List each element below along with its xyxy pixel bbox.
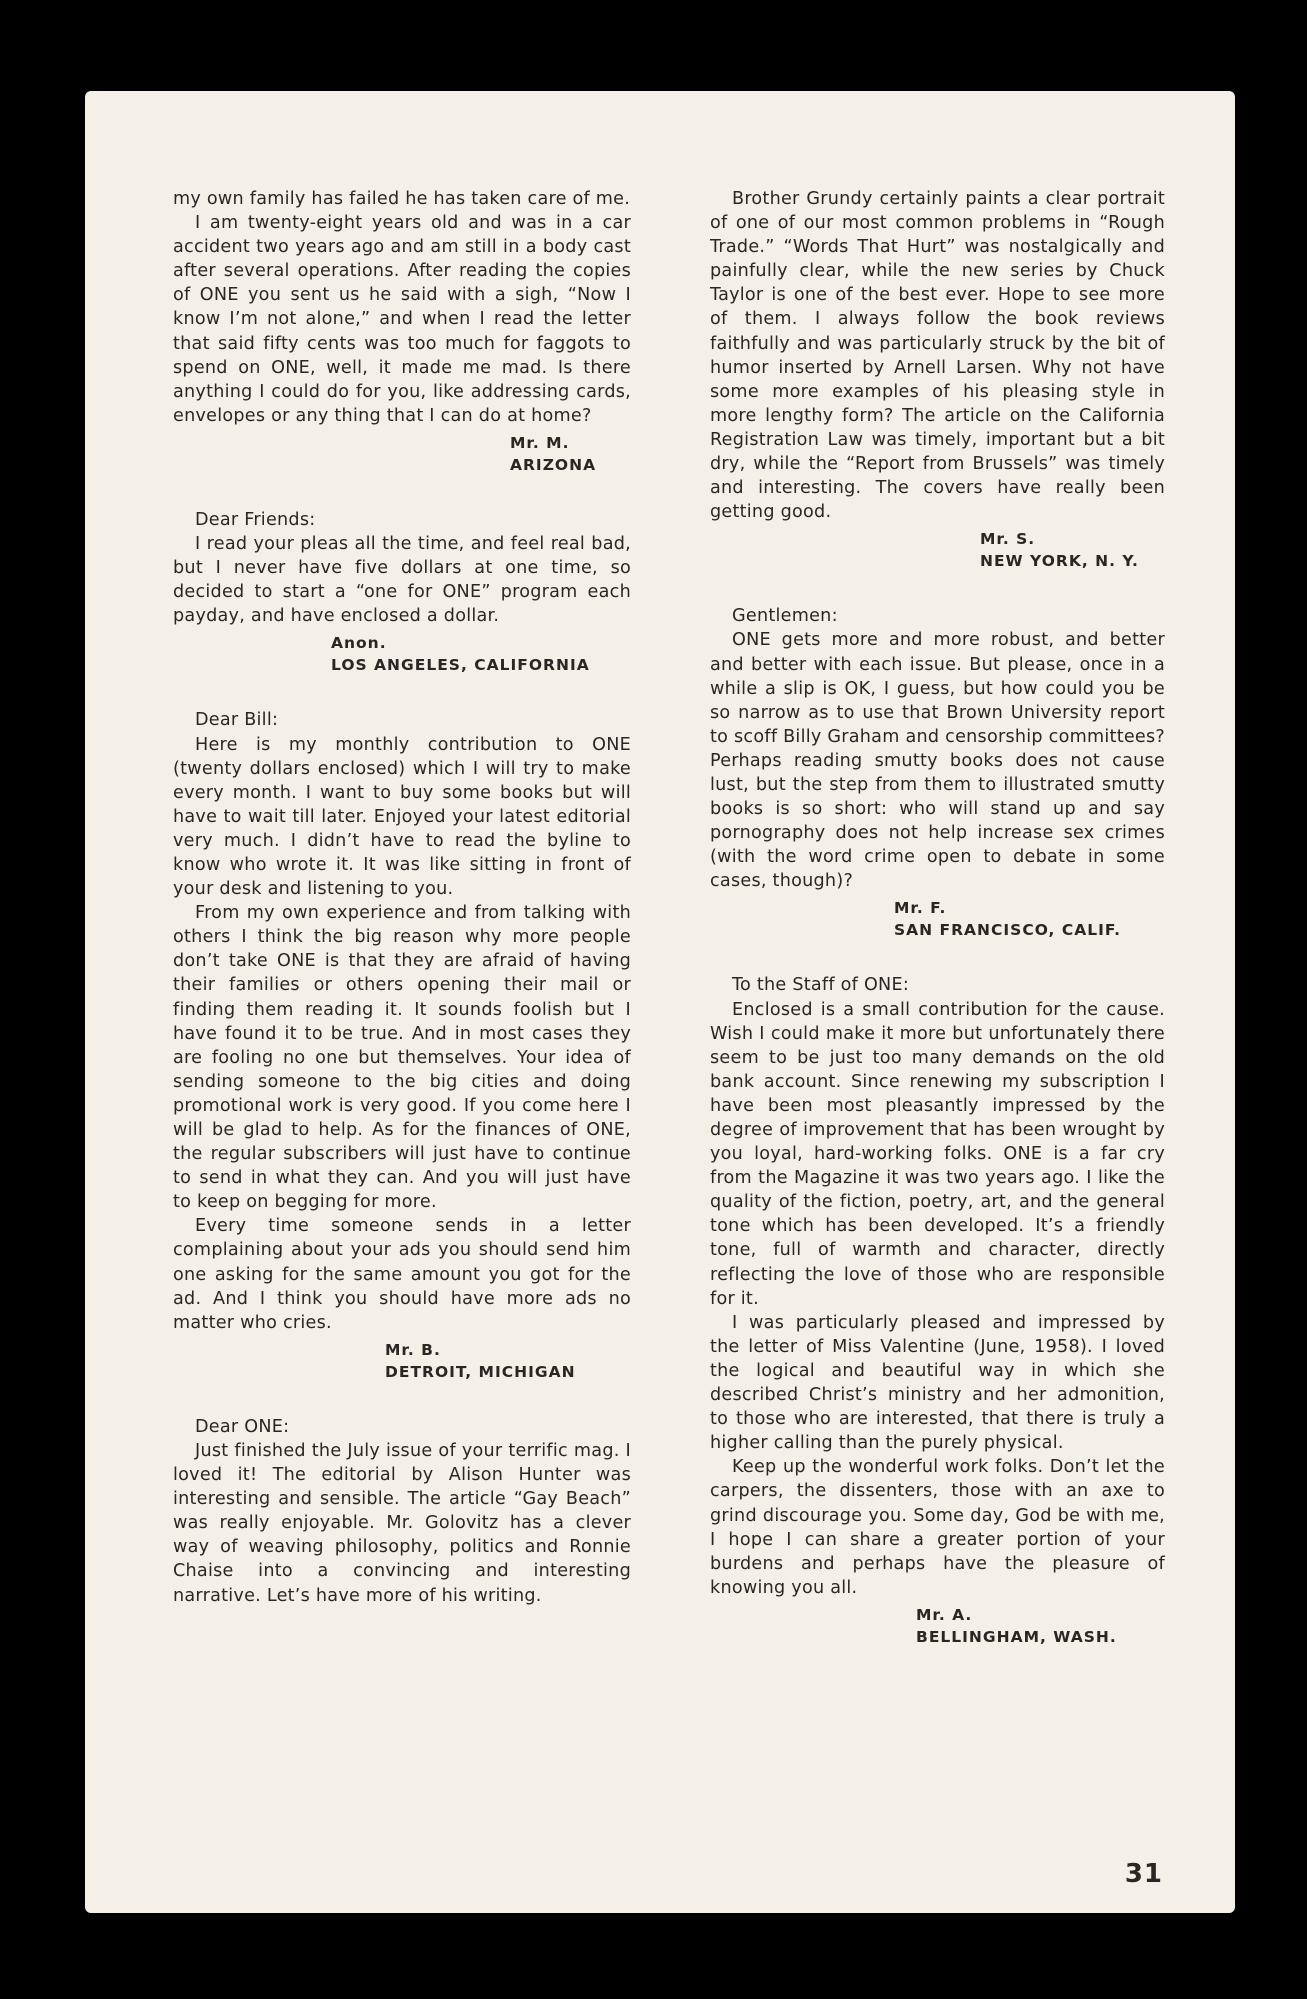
signature-place: LOS ANGELES, CALIFORNIA	[331, 656, 590, 675]
letter-paragraph: From my own experience and from talking with others I think the big reason why more people don’t take ONE is that they are afraid of having their families or others opening their mail or finding them reading it. It sounds foolish but I have found it to be true. And in most cases they are fooling no one but themselves. Your idea of sending someone to the big cities and doing promotional work is very good. If you come here I will be glad to help. As for the finances of ONE, the regular subscribers will just have to continue to send in what they can. And you will just have to keep on begging for more.	[173, 903, 631, 1213]
letter-paragraph: I was particularly pleased and impressed by the letter of Miss Valentine (June, 1958). I loved the logical and beautiful way in which she described Christ’s ministry and her admonition, to those who are interested, that there is truly a higher calling than the purely physical.	[710, 1312, 1165, 1454]
signature-name: Mr. S.	[980, 530, 1036, 549]
letter-paragraph: I am twenty-eight years old and was in a car accident two years ago and am still in a body cast after several operations. After reading the copies of ONE you sent us he said with a sigh, “Now I know I’m not alone,” and when I read the letter that said fifty cents was too much for faggots to spend on ONE, well, it made me mad. Is there anything I could do for you, like addressing cards, envelopes or any thing that I can do at home?	[173, 213, 631, 426]
letter-paragraph: Just finished the July issue of your terrific mag. I loved it! The editorial by Alison Hunter was interesting and sensible. The article “Gay Beach” was really enjoyable. Mr. Golovitz has a clever way of weaving philosophy, politics and Ronnie Chaise into a convincing and interesting narrative. Let’s have more of his writing.	[173, 1440, 631, 1606]
signature-name: Anon.	[331, 634, 387, 653]
letter-paragraph: Brother Grundy certainly paints a clear portrait of one of our most common problems in “Rough Trade.” “Words That Hurt” was nostalgically and painfully clear, while the new series by Chuck Taylor is one of the best ever. Hope to see more of them. I always follow the book reviews faithfully and was particularly struck by the bit of humor inserted by Arnell Larsen. Why not have some more examples of his pleasing style in more lengthy form? The article on the California Registration Law was timely, important but a bit dry, while the “Report from Brussels” was timely and interesting. The covers have really been getting good.	[710, 189, 1165, 523]
salutation: Dear Bill:	[195, 710, 279, 731]
signature-place: BELLINGHAM, WASH.	[916, 1627, 1117, 1646]
letter-paragraph: Keep up the wonderful work folks. Don’t let the carpers, the dissenters, those with an axe to grind discourage you. Some day, God be with me, I hope I can share a greater portion of your burdens and perhaps have the pleasure of knowing you all.	[710, 1457, 1165, 1598]
signature-place: SAN FRANCISCO, CALIF.	[894, 921, 1122, 940]
signature-name: Mr. M.	[510, 433, 570, 452]
salutation: Dear Friends:	[195, 509, 316, 530]
page-number: 31	[1124, 1859, 1163, 1889]
letter-paragraph: I read your pleas all the time, and feel real bad, but I never have five dollars at one time, so decided to start a “one for ONE” program each payday, and have enclosed a dollar.	[173, 534, 631, 627]
letter-paragraph: Here is my monthly contribution to ONE (twenty dollars enclosed) which I will try to make every month. I want to buy some books but will have to wait till later. Enjoyed your latest editorial very much. I didn’t have to read the byline to know who wrote it. It was like sitting in front of your desk and listening to you.	[173, 734, 631, 900]
letter-paragraph: ONE gets more and more robust, and better and better with each issue. But please, once in a while a slip is OK, I guess, but how could you be so narrow as to use that Brown University report to scoff Billy Graham and censorship committees? Perhaps reading smutty books does not cause lust, but the step from them to illustrated smutty books is so short: who will stand up and say pornography does not help increase sex crimes (with the word crime open to debate in some cases, though)?	[710, 630, 1165, 892]
signature-place: DETROIT, MICHIGAN	[385, 1362, 576, 1381]
salutation: Gentlemen:	[732, 606, 838, 627]
letter-paragraph: my own family has failed he has taken care of me.	[173, 189, 631, 209]
letter-paragraph: Every time someone sends in a letter complaining about your ads you should send him one asking for the same amount you got for the ad. And I think you should have more ads no matter who cries.	[173, 1216, 631, 1333]
magazine-page	[85, 91, 1235, 1913]
signature-name: Mr. B.	[385, 1340, 441, 1359]
letter-paragraph: Enclosed is a small contribution for the cause. Wish I could make it more but unfortunately there seem to be just too many demands on the old bank account. Since renewing my subscription I have been most pleasantly impressed by the degree of improvement that has been wrought by you loyal, hard-working folks. ONE is a far cry from the Magazine it was two years ago. I like the quality of the fiction, poetry, art, and the general tone which has been developed. It’s a friendly tone, full of warmth and character, directly reflecting the love of those who are responsible for it.	[710, 999, 1165, 1309]
signature-name: Mr. F.	[894, 899, 947, 918]
salutation: To the Staff of ONE:	[732, 975, 910, 996]
right-column	[710, 187, 1165, 1648]
salutation: Dear ONE:	[195, 1416, 290, 1437]
signature-place: NEW YORK, N. Y.	[980, 552, 1139, 571]
signature-place: ARIZONA	[510, 455, 597, 474]
signature-name: Mr. A.	[916, 1605, 973, 1624]
left-column	[173, 187, 631, 1608]
